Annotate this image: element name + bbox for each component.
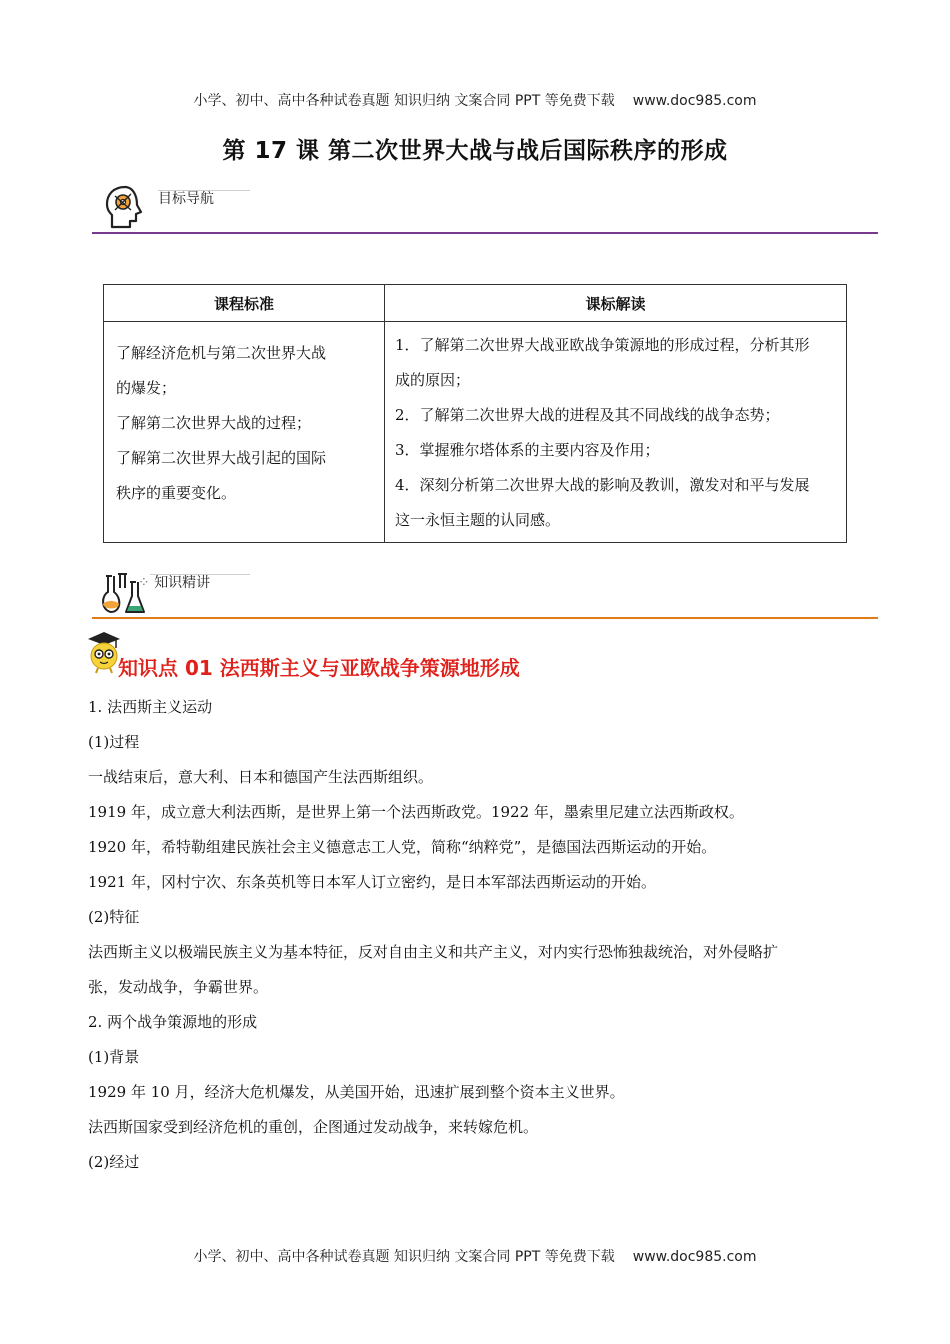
section-knowledge-text: 知识精讲 [154,575,211,591]
body-line: 1921 年，冈村宁次、东条英机等日本军人订立密约，是日本军部法西斯运动的开始。 [88,873,656,891]
table-header-interpretation: 课标解读 [385,285,847,322]
interpretation-line: 1．了解第二次世界大战亚欧战争策源地的形成过程，分析其形 [395,336,810,354]
footer-text: 小学、初中、高中各种试卷真题 知识归纳 文案合同 PPT 等免费下载 [193,1249,615,1265]
header-site-link[interactable]: www.doc985.com [632,93,757,109]
footer-site-link[interactable]: www.doc985.com [632,1249,757,1265]
interpretation-line: 这一永恒主题的认同感。 [395,511,561,529]
table-header-standard: 课程标准 [104,285,385,322]
body-line: (2)经过 [88,1153,140,1171]
standard-line: 了解第二次世界大战的过程； [116,414,312,432]
knowledge-point-title: 知识点 01 法西斯主义与亚欧战争策源地形成 [118,656,520,680]
body-line: 1919 年，成立意大利法西斯，是世界上第一个法西斯政党。1922 年，墨索里尼建立法西斯政权。 [88,803,744,821]
section-goal-label: 目标导航 [158,191,214,207]
body-line: 1. 法西斯主义运动 [88,698,213,716]
standard-line: 的爆发； [116,379,177,397]
head-gears-icon [103,184,147,230]
interpretation-line: 成的原因； [395,371,471,389]
body-line: 2. 两个战争策源地的形成 [88,1013,258,1031]
standard-line: 了解经济危机与第二次世界大战 [116,344,327,362]
scholar-mascot-icon [86,630,122,674]
body-line: (2)特征 [88,908,140,926]
section-knowledge-label [138,572,210,592]
interpretation-line: 3．掌握雅尔塔体系的主要内容及作用； [395,441,660,459]
standard-line: 了解第二次世界大战引起的国际 [116,449,327,467]
body-line: (1)过程 [88,733,140,751]
purple-divider [92,232,878,234]
sparkle-icon: ⁘ [138,575,155,591]
body-line: 一战结束后，意大利、日本和德国产生法西斯组织。 [88,768,434,786]
body-line: 1929 年 10 月，经济大危机爆发，从美国开始，迅速扩展到整个资本主义世界。 [88,1083,625,1101]
section-goal-underline [158,190,250,191]
body-line: 法西斯国家受到经济危机的重创，企图通过发动战争，来转嫁危机。 [88,1118,539,1136]
interpretation-cell [385,322,847,543]
standards-table [103,284,847,543]
section-knowledge-underline [150,574,250,575]
body-line: 张，发动战争，争霸世界。 [88,978,269,996]
header-text: 小学、初中、高中各种试卷真题 知识归纳 文案合同 PPT 等免费下载 [193,93,615,109]
table-header-row [104,285,847,322]
page-header [0,90,950,110]
body-line: 1920 年，希特勒组建民族社会主义德意志工人党，简称“纳粹党”，是德国法西斯运动的开始。 [88,838,717,856]
standard-line: 秩序的重要变化。 [116,484,237,502]
body-content [88,690,868,1180]
page-footer [0,1246,950,1266]
interpretation-line: 4．深刻分析第二次世界大战的影响及教训，激发对和平与发展 [395,476,810,494]
page-title: 第 17 课 第二次世界大战与战后国际秩序的形成 [222,138,728,164]
interpretation-line: 2．了解第二次世界大战的进程及其不同战线的战争态势； [395,406,780,424]
body-line: 法西斯主义以极端民族主义为基本特征，反对自由主义和共产主义，对内实行恐怖独裁统治，对外侵略扩 [88,943,779,961]
orange-divider [92,617,878,619]
standards-cell [104,322,385,543]
body-line: (1)背景 [88,1048,140,1066]
table-row [104,322,847,543]
